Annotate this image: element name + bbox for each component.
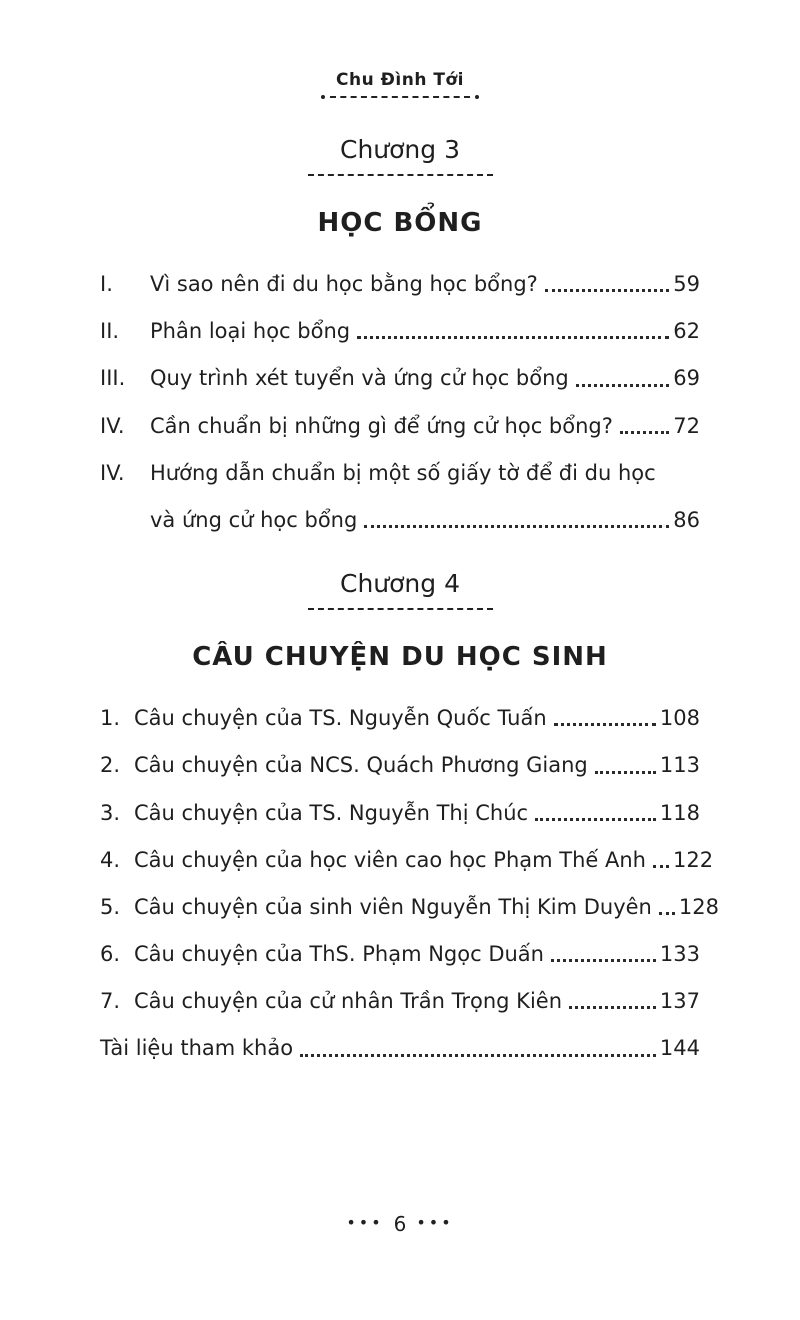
toc-entry-page: 62 — [673, 319, 700, 344]
dot-leader — [569, 1006, 656, 1009]
toc-entry — [100, 894, 719, 920]
chapter4-toc — [100, 706, 719, 1062]
toc-entry — [100, 706, 700, 731]
toc-entry-label: Phân loại học bổng — [150, 319, 351, 344]
toc-entry — [100, 366, 700, 391]
toc-entry-page: 108 — [659, 706, 700, 731]
toc-entry-line2 — [100, 508, 700, 533]
references-entry — [100, 1036, 700, 1061]
dot-leader — [595, 771, 656, 774]
toc-entry-label: Câu chuyện của NCS. Quách Phương Giang — [134, 753, 588, 778]
toc-entry-page: 69 — [673, 366, 700, 391]
references-page: 144 — [659, 1036, 700, 1061]
toc-entry-page: 128 — [678, 894, 719, 919]
footer-left-dots: ••• — [346, 1212, 384, 1232]
toc-entry-label: Câu chuyện của cử nhân Trần Trọng Kiên — [134, 989, 563, 1014]
toc-entry-page: 133 — [659, 942, 700, 967]
dot-leader — [620, 431, 669, 434]
toc-entry-label: Hướng dẫn chuẩn bị một số giấy tờ để đi du học — [150, 460, 656, 485]
toc-entry-label: Câu chuyện của ThS. Phạm Ngọc Duấn — [134, 942, 544, 967]
references-label: Tài liệu tham khảo — [100, 1036, 294, 1061]
toc-entry-number: IV. — [100, 460, 125, 485]
dot-leader — [357, 336, 669, 339]
toc-entry-number: 2. — [100, 753, 121, 778]
toc-entry — [100, 272, 700, 297]
chapter3-underline — [308, 174, 493, 176]
toc-entry-label: Cần chuẩn bị những gì để ứng cử học bổng? — [150, 413, 613, 438]
toc-entry — [100, 414, 700, 439]
toc-entry-page: 122 — [672, 847, 714, 872]
toc-entry-number: II. — [100, 319, 120, 344]
toc-entry — [100, 753, 700, 778]
chapter4-underline — [308, 608, 493, 610]
toc-entry-label: Quy trình xét tuyển và ứng cử học bổng — [150, 366, 569, 391]
dot-leader — [551, 959, 656, 962]
toc-entry-label: Câu chuyện của TS. Nguyễn Quốc Tuấn — [134, 706, 547, 731]
dot-leader — [535, 818, 656, 821]
toc-entry — [100, 801, 700, 826]
toc-entry — [100, 461, 700, 533]
toc-entry-page: 113 — [659, 753, 700, 778]
toc-entry — [100, 989, 700, 1014]
decorative-dot — [475, 95, 479, 99]
toc-entry-number: 1. — [100, 706, 121, 731]
chapter3-title: HỌC BỔNG — [317, 208, 483, 238]
page-number: 6 — [393, 1212, 407, 1236]
toc-entry-label: Câu chuyện của sinh viên Nguyễn Thị Kim Duyên — [134, 894, 652, 919]
toc-entry-number: I. — [100, 272, 113, 296]
toc-entry-number: 7. — [100, 989, 121, 1014]
dashed-line — [330, 96, 470, 98]
toc-entry-page: 137 — [659, 989, 700, 1014]
toc-entry-page: 72 — [673, 413, 700, 438]
toc-entry — [100, 847, 714, 873]
chapter4-title: CÂU CHUYỆN DU HỌC SINH — [192, 642, 608, 673]
dot-leader — [659, 912, 675, 915]
dot-leader — [545, 289, 669, 292]
toc-entry-number: IV. — [100, 413, 125, 438]
running-header: Chu Đình Tới — [336, 70, 464, 90]
chapter3-toc — [100, 272, 700, 533]
toc-entry — [100, 319, 700, 344]
dot-leader — [300, 1054, 656, 1057]
chapter4-block — [100, 569, 719, 1062]
dot-leader — [554, 723, 656, 726]
footer-right-dots: ••• — [416, 1212, 454, 1232]
chapter3-heading: Chương 3 — [339, 135, 460, 164]
toc-entry-number: 5. — [100, 894, 121, 919]
toc-entry — [100, 942, 700, 967]
toc-entry-line1 — [100, 461, 700, 486]
toc-entry-label: Vì sao nên đi du học bằng học bổng? — [150, 272, 538, 296]
toc-entry-page: 59 — [673, 272, 700, 296]
chapter4-heading: Chương 4 — [339, 569, 460, 599]
toc-entry-label: Câu chuyện của học viên cao học Phạm Thế Anh — [134, 847, 646, 872]
header-underline — [100, 95, 700, 99]
page-footer — [0, 1212, 800, 1236]
toc-entry-number: 3. — [100, 800, 121, 825]
dot-leader — [364, 525, 669, 528]
toc-entry-page: 86 — [673, 507, 700, 532]
toc-entry-number: 6. — [100, 942, 121, 967]
toc-entry-number: 4. — [100, 847, 121, 872]
toc-entry-label: và ứng cử học bổng — [150, 507, 358, 532]
dot-leader — [576, 384, 670, 387]
toc-entry-number: III. — [100, 366, 126, 391]
toc-entry-page: 118 — [659, 800, 700, 825]
toc-entry-label: Câu chuyện của TS. Nguyễn Thị Chúc — [134, 800, 529, 825]
decorative-dot — [321, 95, 325, 99]
dot-leader — [653, 865, 669, 868]
